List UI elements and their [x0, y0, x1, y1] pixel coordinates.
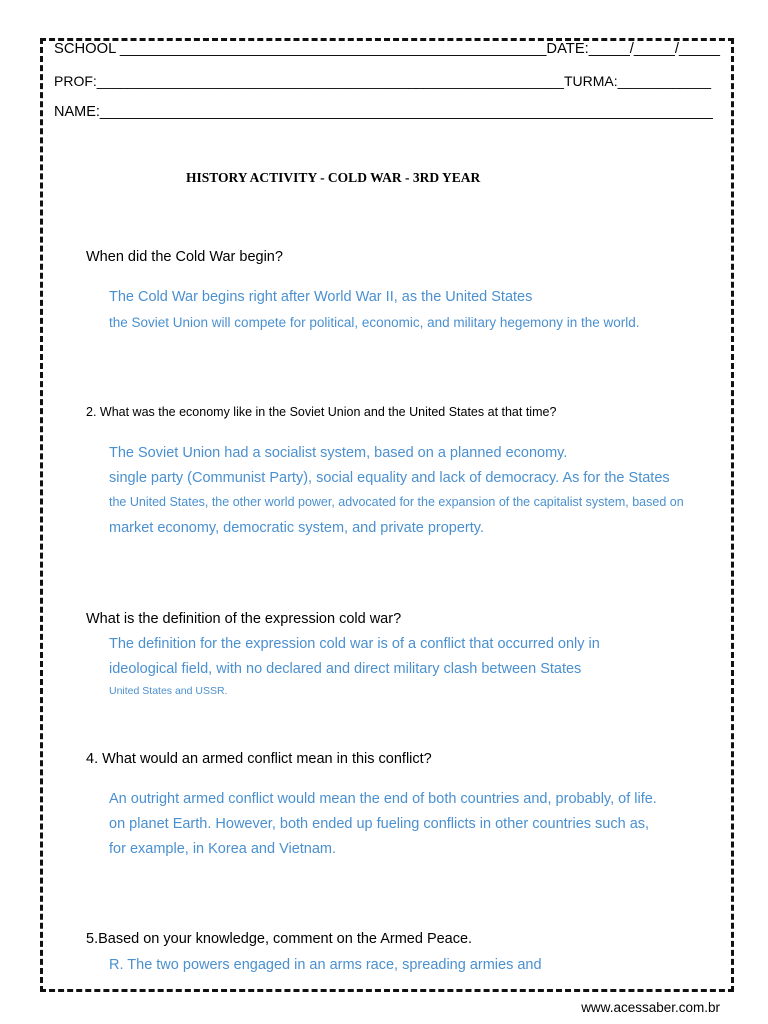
- prof-turma-line: PROF:____________________________________________________________TURMA:____________: [54, 73, 712, 89]
- answer-5-line-1: R. The two powers engaged in an arms race, spreading armies and: [109, 957, 542, 973]
- answer-4-line-2: on planet Earth. However, both ended up fueling conflicts in other countries such as,: [109, 816, 650, 832]
- question-5: 5.Based on your knowledge, comment on the Armed Peace.: [86, 931, 473, 947]
- answer-2-line-3: the United States, the other world power, advocated for the expansion of the capitalist system, based on: [109, 495, 684, 509]
- name-line: NAME:____________________________________________________________________________: [54, 104, 713, 120]
- answer-3-line-2: ideological field, with no declared and direct military clash between States: [109, 661, 582, 677]
- answer-4-line-1: An outright armed conflict would mean the end of both countries and, probably, of life.: [109, 791, 657, 807]
- question-4: 4. What would an armed conflict mean in this conflict?: [86, 751, 432, 767]
- answer-1-line-2: the Soviet Union will compete for political, economic, and military hegemony in the world.: [109, 315, 640, 330]
- question-1: When did the Cold War begin?: [86, 249, 283, 265]
- answer-1-line-1: The Cold War begins right after World War II, as the United States: [109, 289, 533, 305]
- page-title: HISTORY ACTIVITY - COLD WAR - 3RD YEAR: [186, 170, 481, 185]
- answer-2-line-1: The Soviet Union had a socialist system, based on a planned economy.: [109, 445, 568, 461]
- answer-4-line-3: for example, in Korea and Vietnam.: [109, 841, 337, 857]
- question-3: What is the definition of the expression cold war?: [86, 611, 402, 627]
- answer-3-line-1: The definition for the expression cold war is of a conflict that occurred only in: [109, 636, 600, 652]
- footer-website: www.acessaber.com.br: [581, 1000, 720, 1015]
- question-2: 2. What was the economy like in the Soviet Union and the United States at that time?: [86, 405, 557, 419]
- answer-3-line-3: United States and USSR.: [109, 685, 228, 697]
- answer-2-line-4: market economy, democratic system, and private property.: [109, 520, 484, 536]
- answer-2-line-2: single party (Communist Party), social equality and lack of democracy. As for the States: [109, 470, 670, 486]
- school-date-line: SCHOOL ____________________________________________________DATE:_____/_____/_____: [54, 41, 720, 57]
